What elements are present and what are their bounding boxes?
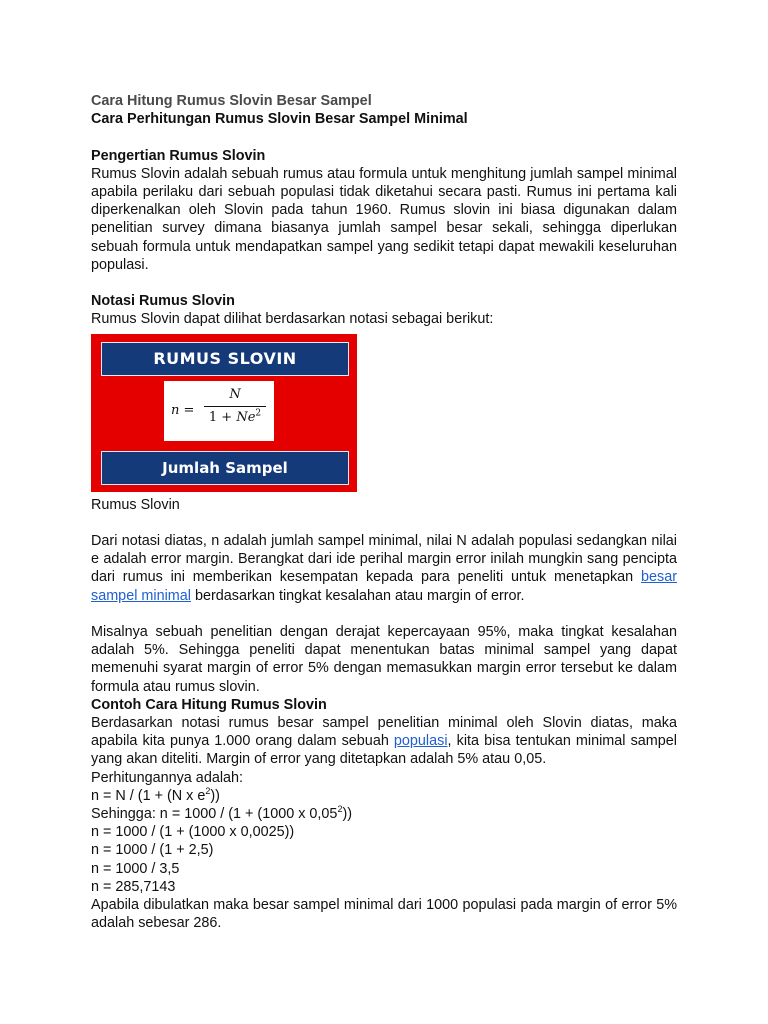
calculation-line-1 [91, 787, 677, 805]
text-segment: Berdasarkan notasi rumus besar sampel penelitian minimal oleh Slovin diatas, maka apabila kita punya 1.000 orang dalam sebuah [91, 715, 677, 750]
paragraph-pengertian: Rumus Slovin adalah sebuah rumus atau formula untuk menghitung jumlah sampel minimal apabila perilaku dari sebuah populasi tidak diketahui secara pasti. Rumus ini pertama kali diperkenalkan oleh Slovin pada tahun 1960. Rumus slovin ini biasa digunakan dalam penelitian survey dimana biasanya jumlah sampel besar sekali, sehingga diperlukan sebuah formula untuk mendapatkan sampel yang sedikit tetapi dapat mewakili keseluruhan populasi. [91, 165, 677, 273]
spacer [91, 605, 677, 623]
fraction-line [204, 406, 266, 407]
paragraph-notasi-explanation [91, 532, 677, 605]
paragraph-notasi-example: Misalnya sebuah penelitian dengan derajat kepercayaan 95%, maka tingkat kesalahan adalah 5%. Sehingga peneliti dapat menentukan batas minimal sampel yang dapat memenuhi syarat margin of error 5% dengan memasukkan margin error tersebut ke dalam formula atau rumus slovin. [91, 624, 677, 695]
link-besar-sampel-minimal[interactable]: besar sampel minimal [91, 569, 677, 604]
calculation-line-2 [91, 805, 677, 823]
section-heading-pengertian: Pengertian Rumus Slovin [91, 147, 266, 164]
document-title: Cara Hitung Rumus Slovin Besar Sampel [91, 93, 372, 109]
denominator-variable: Ne [236, 409, 256, 425]
document-page [91, 92, 677, 932]
text-segment: , kita bisa tentukan minimal sampel yang akan diteliti. Margin of error yang ditetapkan adalah 5% atau 0,05. [91, 733, 677, 768]
formula-denominator [204, 409, 266, 427]
link-populasi[interactable]: populasi [393, 733, 448, 750]
calc-exponent: 2 [205, 786, 211, 797]
figure-bottom-banner: Jumlah Sampel [101, 451, 349, 485]
denominator-prefix: 1 + [208, 409, 237, 425]
section-heading-contoh: Contoh Cara Hitung Rumus Slovin [91, 696, 327, 713]
spacer [91, 128, 677, 146]
calc-text: n = N / (1 + (N x e [91, 787, 206, 804]
figure-caption: Rumus Slovin [91, 496, 180, 513]
calculation-result: n = 285,7143 [91, 878, 176, 895]
document-subtitle: Cara Perhitungan Rumus Slovin Besar Sampel Minimal [91, 111, 468, 128]
section-heading-notasi: Notasi Rumus Slovin [91, 293, 235, 310]
calculation-line-4: n = 1000 / (1 + 2,5) [91, 842, 214, 859]
formula-box [164, 381, 274, 441]
paragraph-conclusion: Apabila dibulatkan maka besar sampel minimal dari 1000 populasi pada margin of error 5% adalah sebesar 286. [91, 897, 677, 932]
calculation-line-3: n = 1000 / (1 + (1000 x 0,0025)) [91, 824, 295, 841]
calc-exponent: 2 [337, 804, 343, 815]
calculation-line-5: n = 1000 / 3,5 [91, 860, 180, 877]
calculation-label: Perhitungannya adalah: [91, 769, 244, 786]
text-segment: berdasarkan tingkat kesalahan atau margin of error. [190, 587, 525, 604]
text-segment: Dari notasi diatas, n adalah jumlah sampel minimal, nilai N adalah populasi sedangkan nilai e adalah error margin. Berangkat dari ide perihal margin error inilah mungkin sang pencipta dari rumus ini memberikan kesempatan kepada para peneliti untuk menetapkan [91, 533, 677, 586]
denominator-exponent: 2 [255, 408, 262, 419]
slovin-formula-figure [91, 334, 357, 492]
calc-text: )) [210, 787, 220, 804]
calc-text: Sehingga: n = 1000 / (1 + (1000 x 0,05 [91, 806, 338, 823]
spacer [91, 514, 677, 532]
paragraph-notasi-intro: Rumus Slovin dapat dilihat berdasarkan notasi sebagai berikut: [91, 311, 494, 328]
calc-text: )) [342, 806, 353, 823]
paragraph-contoh [91, 714, 677, 769]
formula-fraction [204, 386, 266, 427]
formula-lhs: n = [171, 402, 195, 418]
formula-numerator: N [229, 386, 241, 402]
figure-top-banner: RUMUS SLOVIN [101, 342, 349, 376]
spacer [91, 274, 677, 292]
